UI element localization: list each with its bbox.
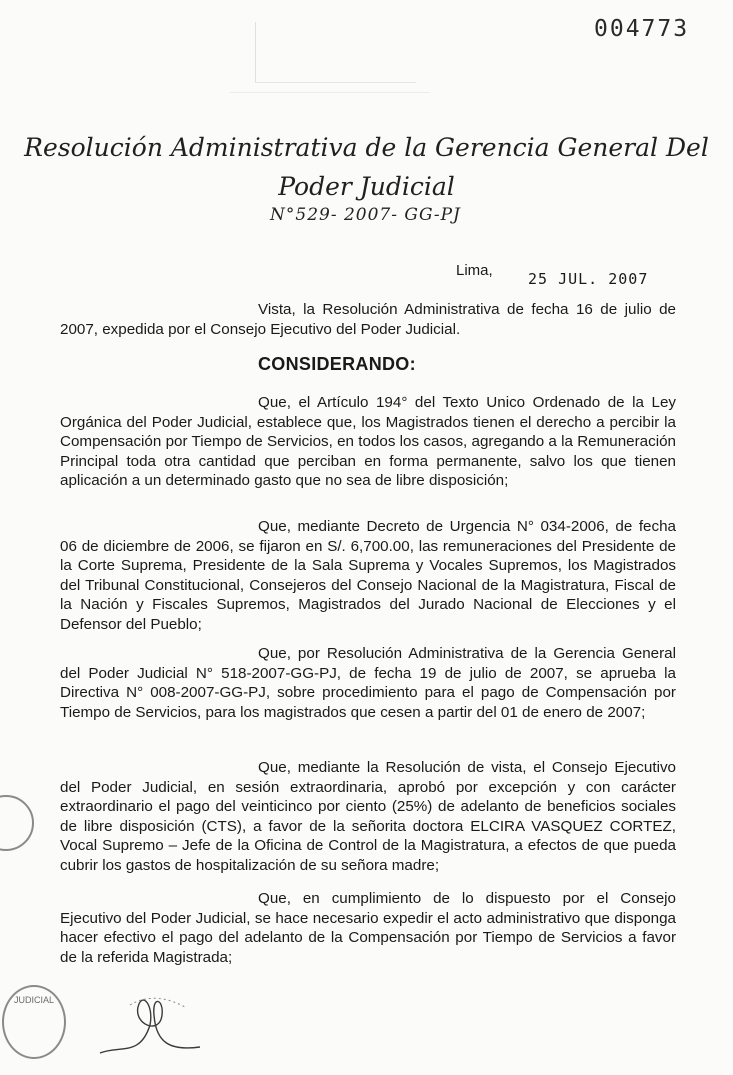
- signature: [90, 985, 210, 1065]
- paragraph-1: Que, el Artículo 194° del Texto Unico Ordenado de la Ley Orgánica del Poder Judicial, establece que, los Magistrados tienen el derecho a percibir la Compensación por Tiempo de Servicios, en todos los casos, agregando a la Remuneración Principal toda otra cantidad que perciban en forma permanente, salvo los que tienen aplicación a un determinado gasto que no sea de libre disposición;: [60, 394, 676, 489]
- title-line-1: Resolución Administrativa de la Gerencia General Del: [24, 133, 709, 162]
- date-stamp: 25 JUL. 2007: [528, 270, 649, 288]
- paragraph-2: Que, mediante Decreto de Urgencia N° 034-2006, de fecha 06 de diciembre de 2006, se fijaron en S/. 6,700.00, las remuneraciones del Presidente de la Corte Suprema, Presidente de la Sala Suprema y Vocales Supremos, los Magistrados del Tribunal Constitucional, Consejeros del Consejo Nacional de la Magistratura, Fiscal de la Nación y Fiscales Supremos, Magistrados del Jurado Nacional de Elecciones y el Defensor del Pueblo;: [60, 518, 676, 633]
- paragraph-vista: Vista, la Resolución Administrativa de fecha 16 de julio de 2007, expedida por el Consejo Ejecutivo del Poder Judicial.: [60, 301, 676, 338]
- paragraph-4: Que, mediante la Resolución de vista, el Consejo Ejecutivo del Poder Judicial, en sesión extraordinaria, aprobó por excepción y con carácter extraordinario el pago del veinticinco por ciento (25%) de adelanto de beneficios sociales de libre disposición (CTS), a favor de la señorita doctora ELCIRA VASQUEZ CORTEZ, Vocal Supremo – Jefe de la Oficina de Control de la Magistratura, a efectos de que pueda cubrir los gastos de hospitalización de su señora madre;: [60, 759, 676, 874]
- paragraph-3: Que, por Resolución Administrativa de la Gerencia General del Poder Judicial N° 518-2007-GG-PJ, de fecha 19 de julio de 2007, se aprueba la Directiva N° 008-2007-GG-PJ, sobre procedimiento para el pago de Compensación por Tiempo de Servicios, para los magistrados que cesen a partir del 01 de enero de 2007;: [60, 645, 676, 721]
- margin-seal: [0, 795, 34, 851]
- document-number: 004773: [594, 16, 690, 42]
- resolution-number: N°529- 2007- GG-PJ: [270, 205, 461, 225]
- section-heading: CONSIDERANDO:: [258, 354, 416, 374]
- bleed-through-mark: [255, 22, 416, 83]
- bottom-seal-label: JUDICIAL: [13, 995, 54, 1005]
- bleed-through-mark: [230, 92, 430, 115]
- date-place: Lima,: [456, 262, 493, 279]
- bottom-seal: [2, 985, 66, 1059]
- paragraph-5: Que, en cumplimiento de lo dispuesto por el Consejo Ejecutivo del Poder Judicial, se hace necesario expedir el acto administrativo que disponga hacer efectivo el pago del adelanto de la Compensación por Tiempo de Servicios a favor de la referida Magistrada;: [60, 890, 676, 966]
- title-line-2: Poder Judicial: [278, 172, 455, 201]
